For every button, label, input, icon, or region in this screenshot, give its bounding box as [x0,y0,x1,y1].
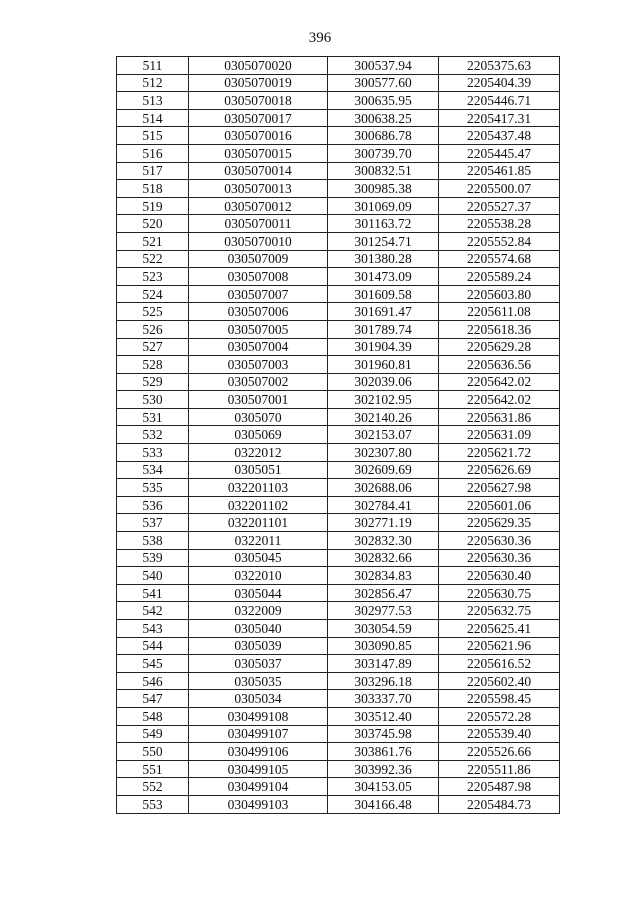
point-id-cell: 030499104 [189,778,328,796]
point-id-cell: 030499107 [189,725,328,743]
x-coordinate-cell: 301960.81 [328,356,439,374]
point-number-cell: 527 [117,338,189,356]
point-id-cell: 0305070017 [189,109,328,127]
x-coordinate-cell: 302140.26 [328,408,439,426]
y-coordinate-cell: 2205630.36 [439,549,560,567]
point-number-cell: 550 [117,743,189,761]
table-row [117,232,560,250]
point-id-cell: 0305070020 [189,57,328,75]
x-coordinate-cell: 303745.98 [328,725,439,743]
y-coordinate-cell: 2205404.39 [439,74,560,92]
point-number-cell: 552 [117,778,189,796]
coordinates-table [116,56,560,814]
point-id-cell: 030507007 [189,285,328,303]
point-number-cell: 551 [117,760,189,778]
x-coordinate-cell: 302856.47 [328,584,439,602]
table-row [117,373,560,391]
x-coordinate-cell: 300686.78 [328,127,439,145]
table-row [117,426,560,444]
y-coordinate-cell: 2205461.85 [439,162,560,180]
point-id-cell: 030507001 [189,391,328,409]
x-coordinate-cell: 300985.38 [328,180,439,198]
point-number-cell: 514 [117,109,189,127]
point-number-cell: 548 [117,707,189,725]
table-row [117,479,560,497]
y-coordinate-cell: 2205626.69 [439,461,560,479]
point-id-cell: 0322011 [189,532,328,550]
point-id-cell: 0305070013 [189,180,328,198]
x-coordinate-cell: 302832.66 [328,549,439,567]
point-id-cell: 0305034 [189,690,328,708]
point-number-cell: 528 [117,356,189,374]
x-coordinate-cell: 303861.76 [328,743,439,761]
point-id-cell: 030507008 [189,268,328,286]
point-id-cell: 030499105 [189,760,328,778]
y-coordinate-cell: 2205375.63 [439,57,560,75]
point-number-cell: 531 [117,408,189,426]
point-number-cell: 549 [117,725,189,743]
x-coordinate-cell: 301904.39 [328,338,439,356]
point-number-cell: 515 [117,127,189,145]
point-id-cell: 0305069 [189,426,328,444]
y-coordinate-cell: 2205601.06 [439,496,560,514]
x-coordinate-cell: 301691.47 [328,303,439,321]
point-number-cell: 535 [117,479,189,497]
point-id-cell: 0305070012 [189,197,328,215]
point-id-cell: 0305070011 [189,215,328,233]
point-number-cell: 530 [117,391,189,409]
point-id-cell: 030507004 [189,338,328,356]
y-coordinate-cell: 2205625.41 [439,620,560,638]
point-id-cell: 0305040 [189,620,328,638]
point-number-cell: 543 [117,620,189,638]
x-coordinate-cell: 300638.25 [328,109,439,127]
table-row [117,57,560,75]
point-number-cell: 533 [117,444,189,462]
point-number-cell: 523 [117,268,189,286]
y-coordinate-cell: 2205611.08 [439,303,560,321]
table-row [117,215,560,233]
y-coordinate-cell: 2205527.37 [439,197,560,215]
table-row [117,690,560,708]
x-coordinate-cell: 300635.95 [328,92,439,110]
table-row [117,620,560,638]
x-coordinate-cell: 301069.09 [328,197,439,215]
point-id-cell: 0305039 [189,637,328,655]
point-id-cell: 0305051 [189,461,328,479]
table-row [117,672,560,690]
y-coordinate-cell: 2205574.68 [439,250,560,268]
table-row [117,268,560,286]
point-id-cell: 0305070015 [189,144,328,162]
table-row [117,760,560,778]
point-number-cell: 540 [117,567,189,585]
point-id-cell: 0305070010 [189,232,328,250]
y-coordinate-cell: 2205627.98 [439,479,560,497]
point-number-cell: 524 [117,285,189,303]
table-row [117,602,560,620]
point-number-cell: 517 [117,162,189,180]
x-coordinate-cell: 301789.74 [328,320,439,338]
point-id-cell: 032201101 [189,514,328,532]
point-id-cell: 030499106 [189,743,328,761]
y-coordinate-cell: 2205437.48 [439,127,560,145]
coordinates-table-body [117,57,560,814]
point-number-cell: 545 [117,655,189,673]
point-id-cell: 0305045 [189,549,328,567]
x-coordinate-cell: 302784.41 [328,496,439,514]
x-coordinate-cell: 302102.95 [328,391,439,409]
x-coordinate-cell: 300832.51 [328,162,439,180]
table-row [117,303,560,321]
point-id-cell: 0305070 [189,408,328,426]
point-id-cell: 030507002 [189,373,328,391]
y-coordinate-cell: 2205526.66 [439,743,560,761]
point-number-cell: 522 [117,250,189,268]
y-coordinate-cell: 2205603.80 [439,285,560,303]
table-row [117,92,560,110]
table-row [117,391,560,409]
point-number-cell: 511 [117,57,189,75]
point-number-cell: 529 [117,373,189,391]
point-number-cell: 519 [117,197,189,215]
point-number-cell: 513 [117,92,189,110]
x-coordinate-cell: 302153.07 [328,426,439,444]
page-number: 396 [308,30,332,46]
x-coordinate-cell: 301380.28 [328,250,439,268]
table-row [117,127,560,145]
table-row [117,338,560,356]
table-row [117,74,560,92]
x-coordinate-cell: 302039.06 [328,373,439,391]
y-coordinate-cell: 2205539.40 [439,725,560,743]
point-id-cell: 0305070016 [189,127,328,145]
point-id-cell: 030507006 [189,303,328,321]
table-row [117,743,560,761]
point-id-cell: 0305035 [189,672,328,690]
y-coordinate-cell: 2205630.36 [439,532,560,550]
y-coordinate-cell: 2205642.02 [439,373,560,391]
y-coordinate-cell: 2205629.28 [439,338,560,356]
table-row [117,725,560,743]
x-coordinate-cell: 301254.71 [328,232,439,250]
x-coordinate-cell: 302977.53 [328,602,439,620]
point-number-cell: 547 [117,690,189,708]
y-coordinate-cell: 2205636.56 [439,356,560,374]
y-coordinate-cell: 2205618.36 [439,320,560,338]
point-id-cell: 0305070018 [189,92,328,110]
y-coordinate-cell: 2205500.07 [439,180,560,198]
y-coordinate-cell: 2205552.84 [439,232,560,250]
x-coordinate-cell: 303992.36 [328,760,439,778]
table-row [117,408,560,426]
table-row [117,285,560,303]
point-id-cell: 0322010 [189,567,328,585]
x-coordinate-cell: 303147.89 [328,655,439,673]
table-row [117,514,560,532]
point-number-cell: 544 [117,637,189,655]
y-coordinate-cell: 2205445.47 [439,144,560,162]
y-coordinate-cell: 2205602.40 [439,672,560,690]
point-number-cell: 534 [117,461,189,479]
x-coordinate-cell: 300537.94 [328,57,439,75]
table-row [117,778,560,796]
table-row [117,637,560,655]
table-row [117,584,560,602]
x-coordinate-cell: 303090.85 [328,637,439,655]
point-id-cell: 030507005 [189,320,328,338]
x-coordinate-cell: 303296.18 [328,672,439,690]
table-row [117,567,560,585]
point-id-cell: 030499103 [189,795,328,813]
y-coordinate-cell: 2205589.24 [439,268,560,286]
table-row [117,655,560,673]
y-coordinate-cell: 2205631.86 [439,408,560,426]
x-coordinate-cell: 302832.30 [328,532,439,550]
point-id-cell: 032201102 [189,496,328,514]
point-number-cell: 516 [117,144,189,162]
x-coordinate-cell: 303337.70 [328,690,439,708]
x-coordinate-cell: 302688.06 [328,479,439,497]
table-row [117,461,560,479]
table-row [117,707,560,725]
x-coordinate-cell: 301609.58 [328,285,439,303]
y-coordinate-cell: 2205632.75 [439,602,560,620]
y-coordinate-cell: 2205417.31 [439,109,560,127]
point-number-cell: 536 [117,496,189,514]
x-coordinate-cell: 302834.83 [328,567,439,585]
y-coordinate-cell: 2205621.96 [439,637,560,655]
point-id-cell: 0305044 [189,584,328,602]
y-coordinate-cell: 2205631.09 [439,426,560,444]
point-number-cell: 538 [117,532,189,550]
point-number-cell: 525 [117,303,189,321]
x-coordinate-cell: 304166.48 [328,795,439,813]
table-row [117,197,560,215]
point-id-cell: 0305070014 [189,162,328,180]
point-number-cell: 526 [117,320,189,338]
point-id-cell: 0322012 [189,444,328,462]
x-coordinate-cell: 303512.40 [328,707,439,725]
point-number-cell: 518 [117,180,189,198]
point-id-cell: 0322009 [189,602,328,620]
y-coordinate-cell: 2205572.28 [439,707,560,725]
table-row [117,162,560,180]
y-coordinate-cell: 2205446.71 [439,92,560,110]
x-coordinate-cell: 301163.72 [328,215,439,233]
table-row [117,532,560,550]
table-row [117,109,560,127]
point-number-cell: 532 [117,426,189,444]
point-id-cell: 0305037 [189,655,328,673]
table-row [117,144,560,162]
table-row [117,549,560,567]
y-coordinate-cell: 2205629.35 [439,514,560,532]
y-coordinate-cell: 2205598.45 [439,690,560,708]
table-row [117,496,560,514]
table-row [117,250,560,268]
x-coordinate-cell: 302307.80 [328,444,439,462]
x-coordinate-cell: 300577.60 [328,74,439,92]
y-coordinate-cell: 2205630.75 [439,584,560,602]
y-coordinate-cell: 2205621.72 [439,444,560,462]
y-coordinate-cell: 2205484.73 [439,795,560,813]
y-coordinate-cell: 2205487.98 [439,778,560,796]
point-id-cell: 0305070019 [189,74,328,92]
x-coordinate-cell: 304153.05 [328,778,439,796]
point-id-cell: 030507003 [189,356,328,374]
table-row [117,320,560,338]
table-row [117,180,560,198]
point-number-cell: 520 [117,215,189,233]
x-coordinate-cell: 302771.19 [328,514,439,532]
point-number-cell: 546 [117,672,189,690]
point-number-cell: 512 [117,74,189,92]
x-coordinate-cell: 302609.69 [328,461,439,479]
y-coordinate-cell: 2205538.28 [439,215,560,233]
x-coordinate-cell: 301473.09 [328,268,439,286]
y-coordinate-cell: 2205642.02 [439,391,560,409]
y-coordinate-cell: 2205616.52 [439,655,560,673]
table-row [117,444,560,462]
point-id-cell: 030507009 [189,250,328,268]
point-number-cell: 539 [117,549,189,567]
point-number-cell: 537 [117,514,189,532]
point-number-cell: 521 [117,232,189,250]
point-number-cell: 553 [117,795,189,813]
point-id-cell: 030499108 [189,707,328,725]
point-number-cell: 541 [117,584,189,602]
y-coordinate-cell: 2205511.86 [439,760,560,778]
point-number-cell: 542 [117,602,189,620]
y-coordinate-cell: 2205630.40 [439,567,560,585]
x-coordinate-cell: 300739.70 [328,144,439,162]
point-id-cell: 032201103 [189,479,328,497]
table-row [117,356,560,374]
table-row [117,795,560,813]
x-coordinate-cell: 303054.59 [328,620,439,638]
